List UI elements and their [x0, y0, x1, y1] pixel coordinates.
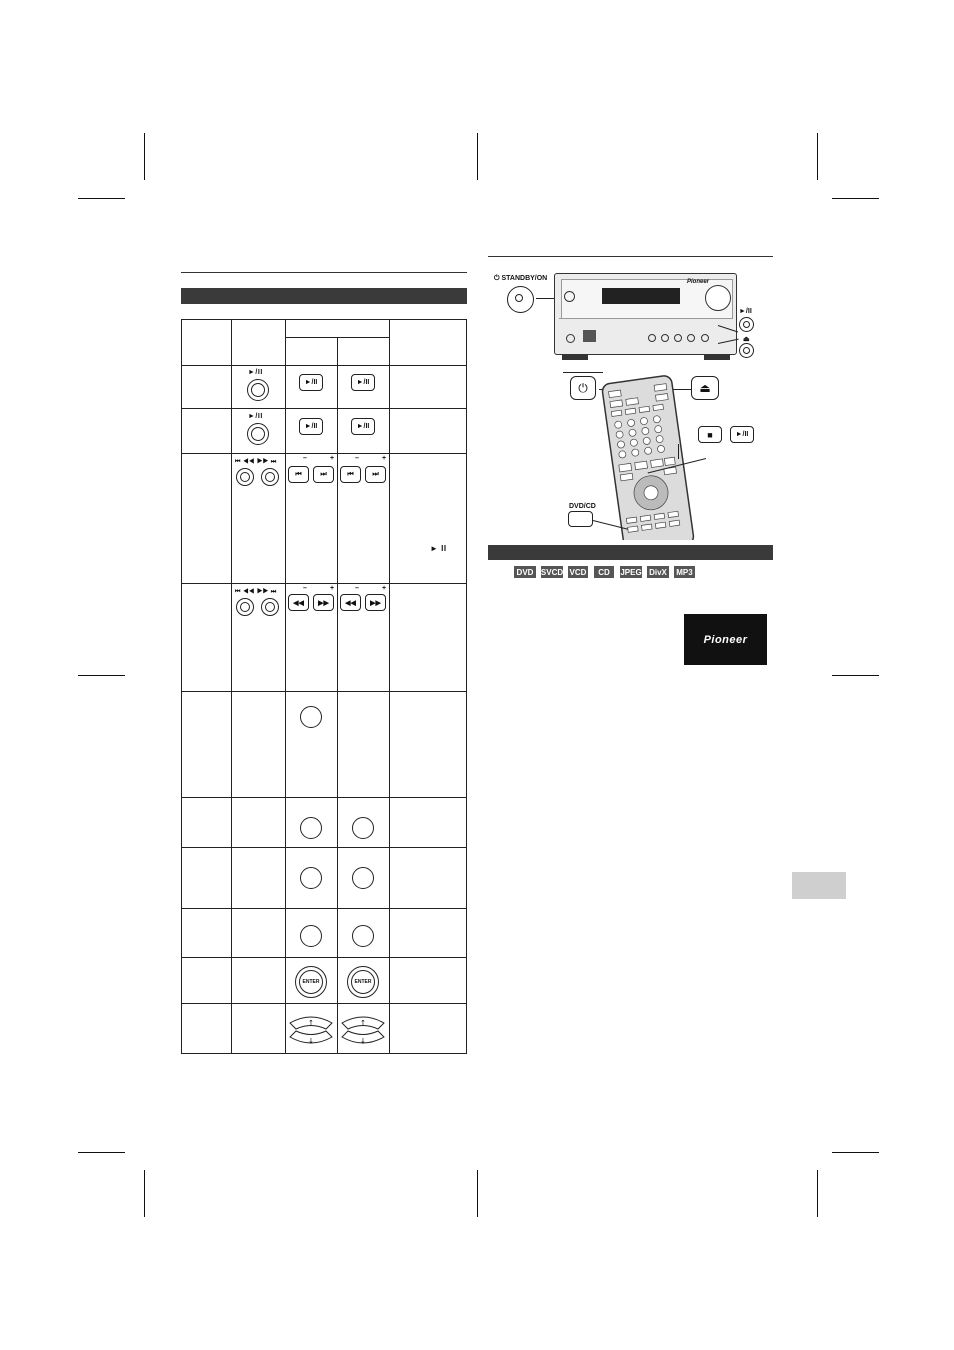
- remote-button-cell: [286, 909, 338, 958]
- description-cell: [390, 454, 467, 584]
- play-pause-remote-label: ►/II: [304, 423, 318, 430]
- remote-button-cell: [338, 958, 390, 1004]
- plus-label: +: [330, 455, 335, 462]
- callout-line: [536, 298, 554, 299]
- remote-button-cell: [338, 584, 390, 692]
- table-row-label: [182, 848, 232, 909]
- skip-back-button[interactable]: [236, 468, 254, 486]
- unit-button-cell: [232, 848, 286, 909]
- remote-button-cell: [338, 692, 390, 798]
- play-pause-label: ►/II: [248, 413, 263, 420]
- skip-next-icon: ⏭: [320, 470, 327, 478]
- startup-screen: [684, 614, 767, 665]
- play-pause-inline-icon: ► II: [430, 544, 447, 553]
- skip-next-icon: ⏭: [372, 470, 379, 478]
- remote-round-button[interactable]: [352, 925, 374, 947]
- dvd-cd-button[interactable]: [568, 511, 593, 527]
- remote-play-pause-button[interactable]: [730, 426, 754, 443]
- remote-round-button[interactable]: [300, 867, 322, 889]
- table-row-label: [182, 584, 232, 692]
- pioneer-logo: Pioneer: [703, 633, 748, 646]
- crop-mark: [144, 1170, 145, 1217]
- unit-button-cell: [232, 409, 286, 454]
- prev-remote-button[interactable]: [288, 466, 309, 483]
- prev-remote-button[interactable]: [340, 466, 361, 483]
- unit-small-button[interactable]: [674, 334, 682, 342]
- crop-mark: [477, 1170, 478, 1217]
- phones-jack: [566, 334, 575, 343]
- remote-button-cell: [338, 909, 390, 958]
- svg-text:↑: ↑: [308, 1019, 314, 1027]
- unit-standby-knob[interactable]: [564, 291, 575, 302]
- minus-label: –: [303, 455, 307, 462]
- unit-eject-label: ⏏: [743, 336, 750, 343]
- unit-button-cell: [232, 454, 286, 584]
- standby-on-label: ⏻ STANDBY/ON: [494, 275, 548, 282]
- svg-text:↑: ↑: [360, 1019, 366, 1027]
- crop-mark: [817, 1170, 818, 1217]
- header-cell: [232, 320, 286, 366]
- unit-button-cell: [232, 798, 286, 848]
- callout-line: [678, 444, 679, 459]
- play-pause-remote-label: ►/II: [356, 379, 370, 386]
- rewind-icon: ◀◀: [345, 599, 356, 607]
- format-badge-vcd: VCD: [569, 567, 587, 577]
- format-badge-jpeg: JPEG: [620, 567, 642, 577]
- enter-label: ENTER: [354, 979, 372, 985]
- crop-mark: [832, 1152, 879, 1153]
- description-cell: [390, 366, 467, 409]
- header-cell: [286, 320, 390, 338]
- remote-round-button[interactable]: [300, 925, 322, 947]
- unit-button-cell: [232, 1004, 286, 1054]
- description-cell: [390, 584, 467, 692]
- minus-label: –: [355, 455, 359, 462]
- crop-mark: [78, 675, 125, 676]
- table-row-label: [182, 1004, 232, 1054]
- table-row-label: [182, 958, 232, 1004]
- unit-small-button[interactable]: [687, 334, 695, 342]
- crop-mark: [817, 133, 818, 180]
- forward-remote-button[interactable]: [313, 594, 334, 611]
- eject-icon: ⏏: [699, 381, 711, 395]
- skip-prev-icon: ⏮: [347, 470, 354, 478]
- play-pause-remote-button[interactable]: [299, 418, 323, 435]
- remote-button-cell: [338, 798, 390, 848]
- remote-button-cell: [338, 454, 390, 584]
- plus-label: +: [382, 455, 387, 462]
- header-cell: [338, 338, 390, 366]
- main-unit: [554, 273, 737, 355]
- enter-button[interactable]: [347, 966, 379, 998]
- next-remote-button[interactable]: [313, 466, 334, 483]
- remote-button-cell: [286, 958, 338, 1004]
- remote-button-cell: [286, 584, 338, 692]
- remote-button-cell: [338, 1004, 390, 1054]
- scan-forward-button[interactable]: [261, 598, 279, 616]
- header-cell: [182, 320, 232, 366]
- volume-knob[interactable]: [705, 285, 731, 311]
- fast-forward-icon: ▶▶: [318, 599, 329, 607]
- play-pause-icon: ►/II: [735, 431, 749, 438]
- enter-label: ENTER: [302, 979, 320, 985]
- section-rule: [488, 256, 773, 257]
- remote-button-cell: [286, 366, 338, 409]
- rewind-icon: ◀◀: [293, 599, 304, 607]
- next-remote-button[interactable]: [365, 466, 386, 483]
- fast-forward-icon: ▶▶: [370, 599, 381, 607]
- unit-small-button[interactable]: [661, 334, 669, 342]
- play-pause-remote-button[interactable]: [299, 374, 323, 391]
- unit-display: [602, 288, 680, 304]
- up-down-cursor-icon[interactable]: [286, 1009, 336, 1049]
- svg-text:↓: ↓: [360, 1037, 366, 1045]
- header-cell: [390, 320, 467, 366]
- skip-forward-button[interactable]: [261, 468, 279, 486]
- play-pause-remote-button[interactable]: [351, 418, 375, 435]
- header-cell: [286, 338, 338, 366]
- standby-button[interactable]: [507, 286, 534, 313]
- play-pause-remote-label: ►/II: [304, 379, 318, 386]
- plus-label: +: [382, 585, 387, 592]
- scan-label: ⏮ ◀◀ ▶▶ ⏭: [235, 589, 277, 595]
- unit-button-cell: [232, 909, 286, 958]
- remote-button-cell: [286, 454, 338, 584]
- page-tab: [792, 872, 846, 899]
- scan-back-button[interactable]: [236, 598, 254, 616]
- table-row-label: [182, 454, 232, 584]
- minus-label: –: [303, 585, 307, 592]
- section-bar: [488, 545, 773, 560]
- play-pause-remote-label: ►/II: [356, 423, 370, 430]
- remote-control: [598, 375, 696, 540]
- control-table: [181, 319, 467, 1054]
- remote-button-cell: [338, 848, 390, 909]
- remote-button-cell: [286, 848, 338, 909]
- unit-play-pause-button[interactable]: [739, 317, 754, 332]
- section-rule: [181, 272, 467, 273]
- plus-label: +: [330, 585, 335, 592]
- table-row-label: [182, 798, 232, 848]
- remote-round-button[interactable]: [300, 817, 322, 839]
- table-row-label: [182, 366, 232, 409]
- crop-mark: [832, 675, 879, 676]
- unit-foot: [704, 354, 730, 360]
- format-badge-cd: CD: [594, 566, 614, 578]
- remote-button-cell: [338, 409, 390, 454]
- crop-mark: [78, 198, 125, 199]
- play-pause-button[interactable]: [247, 423, 269, 445]
- remote-button-cell: [286, 409, 338, 454]
- description-cell: [390, 409, 467, 454]
- remote-round-button[interactable]: [300, 706, 322, 728]
- unit-foot: [562, 354, 588, 360]
- section-bar: [181, 288, 467, 304]
- remote-button-cell: [338, 366, 390, 409]
- description-cell: [390, 909, 467, 958]
- play-pause-remote-button[interactable]: [351, 374, 375, 391]
- remote-power-button[interactable]: [570, 376, 596, 400]
- rewind-remote-button[interactable]: [340, 594, 361, 611]
- unit-button-cell: [232, 584, 286, 692]
- remote-button-cell: [286, 692, 338, 798]
- unit-button-cell: [232, 692, 286, 798]
- standby-dot-icon: [515, 294, 523, 302]
- enter-button[interactable]: [295, 966, 327, 998]
- unit-play-pause-label: ►/II: [739, 308, 752, 315]
- table-row-label: [182, 909, 232, 958]
- format-badge-divx: DivX: [647, 566, 669, 578]
- power-icon: ⏻: [578, 380, 588, 395]
- svg-text:↓: ↓: [308, 1037, 314, 1045]
- play-pause-button[interactable]: [247, 379, 269, 401]
- skip-label: ⏮ ◀◀ ▶▶ ⏭: [235, 459, 277, 465]
- up-down-cursor-icon[interactable]: [338, 1009, 388, 1049]
- description-cell: [390, 798, 467, 848]
- unit-brand: Pioneer: [687, 279, 710, 285]
- remote-button-cell: [286, 1004, 338, 1054]
- table-row-label: [182, 409, 232, 454]
- description-cell: [390, 848, 467, 909]
- unit-button-cell: [232, 958, 286, 1004]
- format-badge-dvd: DVD: [514, 566, 536, 578]
- skip-prev-icon: ⏮: [295, 470, 302, 478]
- dvd-cd-label: DVD/CD: [569, 503, 596, 510]
- stop-icon: ■: [707, 429, 713, 440]
- description-cell: [390, 958, 467, 1004]
- crop-mark: [477, 133, 478, 180]
- description-cell: [390, 1004, 467, 1054]
- usb-port: [583, 330, 596, 342]
- description-cell: [390, 692, 467, 798]
- unit-small-button[interactable]: [701, 334, 709, 342]
- table-row-label: [182, 692, 232, 798]
- remote-round-button[interactable]: [352, 817, 374, 839]
- forward-remote-button[interactable]: [365, 594, 386, 611]
- unit-button-cell: [232, 366, 286, 409]
- callout-rule: [563, 372, 603, 373]
- crop-mark: [832, 198, 879, 199]
- minus-label: –: [355, 585, 359, 592]
- format-badge-svcd: SVCD: [540, 567, 564, 577]
- unit-small-button[interactable]: [648, 334, 656, 342]
- play-pause-label: ►/II: [248, 369, 263, 376]
- rewind-remote-button[interactable]: [288, 594, 309, 611]
- remote-round-button[interactable]: [352, 867, 374, 889]
- remote-button-cell: [286, 798, 338, 848]
- crop-mark: [78, 1152, 125, 1153]
- unit-eject-button[interactable]: [739, 343, 754, 358]
- crop-mark: [144, 133, 145, 180]
- remote-stop-button[interactable]: [698, 426, 722, 443]
- format-badge-mp3: MP3: [674, 566, 695, 578]
